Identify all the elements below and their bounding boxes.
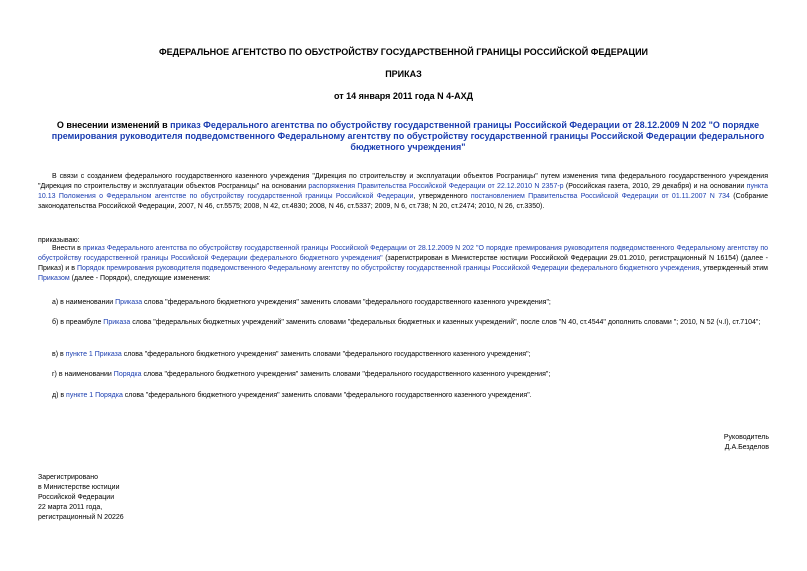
registration-block (38, 473, 124, 523)
agency-name: ФЕДЕРАЛЬНОЕ АГЕНТСТВО ПО ОБУСТРОЙСТВУ ГОСУДАРСТВЕННОЙ ГРАНИЦЫ РОССИЙСКОЙ ФЕДЕРАЦИИ (158, 47, 649, 57)
order-text-1: Внести в (52, 245, 83, 252)
order-paragraph (38, 244, 768, 284)
signature-block (724, 433, 769, 453)
item-d-link[interactable]: пункте 1 Порядка (66, 392, 123, 399)
order-text-3: , утвержденный этим (699, 265, 768, 272)
item-g (38, 370, 768, 380)
item-v-link[interactable]: пункте 1 Приказа (65, 351, 122, 358)
title-link[interactable]: приказ Федерального агентства по обустройству государственной границы Российской Федерации от 28.12.2009 N 202 "О порядке премирования руководителя подведомственного Федеральному агентству по обустройству государственной границы Российской Федерации федерального бюджетного учреждения" (51, 120, 765, 152)
item-b-text-2: слова "федеральных бюджетных учреждений" заменить словами "федеральных бюджетных и казенных учреждений", после слов "N 40, ст.4544" дополнить словами "; 2010, N 52 (ч.I), ст.7104"; (130, 319, 761, 326)
registration-line-1: Зарегистрировано (38, 474, 98, 481)
intro-text-4: (Собрание законодательства Российской Федерации, 2007, N 46, ст.5575; 2008, N 42, ст.4830; 2008, N 46, ст.5337; 2009, N 6, ст.738; N 20, ст.2474; 2010, N 26, ст.3350). (38, 193, 768, 210)
item-a (38, 298, 768, 308)
item-v-text-1: в) в (52, 351, 66, 358)
item-d-text-1: д) в (52, 392, 67, 399)
item-g-link[interactable]: Порядка (113, 371, 142, 378)
order-text-4: (далее - Порядок), следующие изменения: (69, 275, 211, 282)
intro-link-regulation[interactable]: пункта 10.13 Положения о Федеральном агентстве по обустройству государственной границы Российской Федерации (38, 183, 768, 200)
document-title (48, 120, 768, 153)
item-b (38, 318, 768, 328)
document-date-number: от 14 января 2011 года N 4-АХД (333, 91, 474, 101)
registration-line-5: регистрационный N 20226 (38, 514, 124, 521)
item-g-text-2: слова "федерального бюджетного учреждения" заменить словами "федерального государственного казенного учреждения"; (141, 371, 551, 378)
item-v-text-2: слова "федерального бюджетного учреждения" заменить словами "федерального государственного казенного учреждения"; (121, 351, 531, 358)
intro-link-resolution[interactable]: постановлением Правительства Российской Федерации от 01.11.2007 N 734 (470, 193, 730, 200)
intro-text-2: (Российская газета, 2010, 29 декабря) и на основании (563, 183, 747, 190)
title-prefix: О внесении изменений в (56, 120, 171, 130)
item-b-link[interactable]: Приказа (103, 319, 131, 326)
registration-line-4: 22 марта 2011 года, (38, 504, 103, 511)
signature-name: Д.А.Безделов (724, 444, 769, 451)
item-v (38, 350, 768, 360)
item-a-text-2: слова "федерального бюджетного учреждения" заменить словами "федерального государственного казенного учреждения"; (142, 299, 551, 306)
order-verb: приказываю: (38, 237, 80, 244)
item-d-text-2: слова "федерального бюджетного учреждения" заменить словами "федерального государственного казенного учреждения". (122, 392, 532, 399)
registration-line-3: Российской Федерации (38, 494, 115, 501)
item-g-text-1: г) в наименовании (52, 371, 114, 378)
signature-position: Руководитель (723, 434, 769, 441)
order-link-poryadok[interactable]: Порядок премирования руководителя подведомственного Федеральному агентству по обустройству государственной границы Российской Федерации федерального бюджетного учреждения (76, 265, 700, 272)
item-d (38, 391, 768, 401)
order-text-2: (зарегистрирован в Министерстве юстиции Российской Федерации 29.01.2010, регистрационный N 16154) (далее - Приказ) и в (38, 255, 768, 272)
order-link-prikazom[interactable]: Приказом (38, 275, 70, 282)
intro-text-1: В связи с созданием федерального государственного казенного учреждения "Дирекция по строительству и эксплуатации объектов Росграницы" путем изменения типа федерального государственного учреждения "Дирекция по строительству и эксплуатации объектов Росграницы" на основании (38, 173, 768, 190)
order-link-prikaz[interactable]: приказ Федерального агентства по обустройству государственной границы Российской Федерации от 28.12.2009 N 202 "О порядке премирования руководителя подведомственного Федеральному агентству по обустройству государственной границы Российской Федерации федерального бюджетного учреждения" (38, 245, 768, 262)
item-a-link[interactable]: Приказа (115, 299, 143, 306)
item-b-text-1: б) в преамбуле (52, 319, 104, 326)
intro-paragraph (38, 172, 768, 212)
document-type: ПРИКАЗ (385, 69, 422, 79)
registration-line-2: в Министерстве юстиции (38, 484, 120, 491)
intro-link-decree[interactable]: распоряжения Правительства Российской Федерации от 22.12.2010 N 2357-р (308, 183, 564, 190)
item-a-text-1: а) в наименовании (52, 299, 116, 306)
intro-text-3: , утвержденного (413, 193, 471, 200)
